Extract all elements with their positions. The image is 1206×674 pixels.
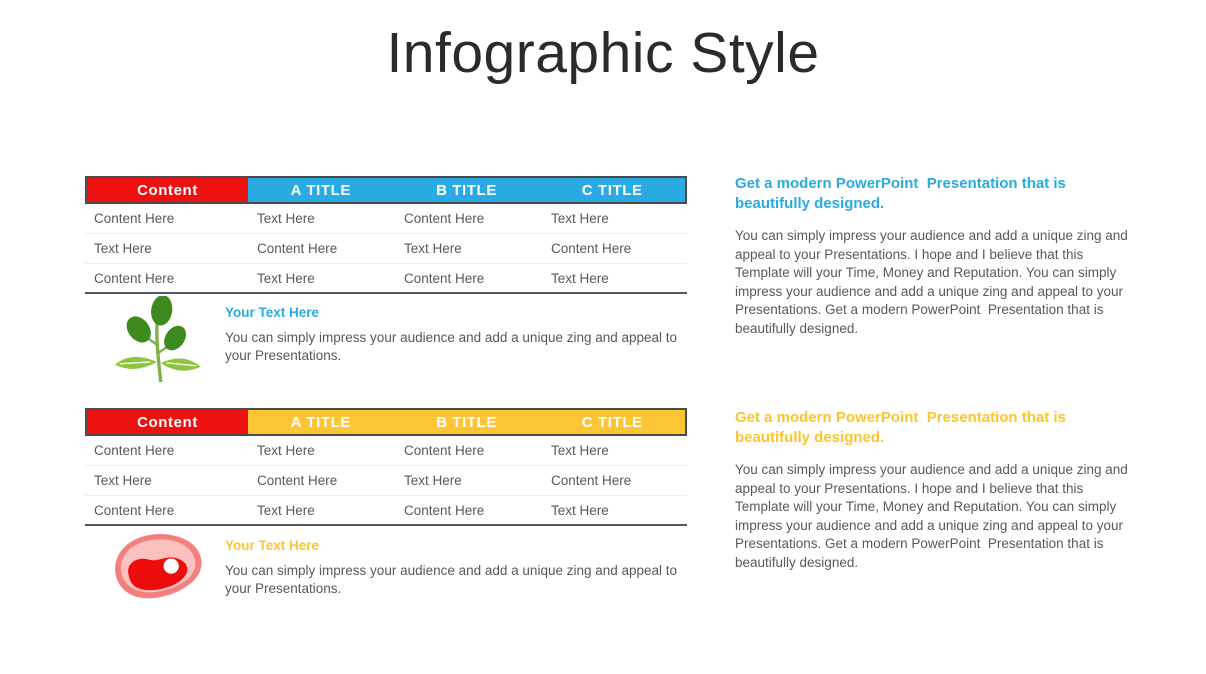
table-header-a-title: A TITLE [248, 410, 394, 434]
table-row [85, 234, 687, 264]
table-header-b-title: B TITLE [394, 178, 540, 202]
table-cell: Text Here [551, 270, 609, 286]
table-cell: Text Here [94, 473, 152, 488]
table-cell: Content Here [551, 473, 632, 488]
table-cell: Content Here [404, 502, 485, 518]
table-cell: Content Here [404, 211, 485, 226]
side-block-top [735, 174, 1137, 338]
table-row [85, 436, 687, 466]
table-cell: Text Here [257, 270, 315, 286]
side-block-bottom [735, 408, 1137, 572]
table-header-row [85, 408, 687, 436]
table-header-c-title: C TITLE [539, 178, 685, 202]
table-cell: Text Here [257, 443, 315, 458]
table-cell: Text Here [551, 502, 609, 518]
table-cell: Content Here [257, 473, 338, 488]
note-body: You can simply impress your audience and add a unique zing and appeal to your Presentations. [225, 330, 678, 363]
table-cell: Text Here [404, 473, 462, 488]
table-header-b-title: B TITLE [394, 410, 540, 434]
table-row [85, 204, 687, 234]
table-cell: Content Here [257, 241, 338, 256]
table-header-c-title: C TITLE [539, 410, 685, 434]
note-text [225, 529, 687, 607]
note-body: You can simply impress your audience and add a unique zing and appeal to your Presentations. [225, 563, 678, 596]
plant-icon [85, 296, 225, 382]
table-cell: Content Here [404, 443, 485, 458]
steak-icon [85, 529, 225, 607]
side-body: You can simply impress your audience and add a unique zing and appeal to your Presentations. I hope and I believe that this Template will your Time, Money and Reputation. You can simply impress your audience and add a unique zing and appeal to your Presentations. Get a modern PowerPoint Presentation that is beautifully designed. [735, 462, 1132, 570]
table-blue [85, 176, 687, 294]
note-block-plant [85, 296, 687, 382]
table-cell: Text Here [94, 241, 152, 256]
table-cell: Content Here [94, 502, 175, 518]
steak-icon-svg [102, 529, 208, 607]
table-header-content: Content [87, 178, 248, 202]
table-cell: Content Here [551, 241, 632, 256]
table-row [85, 496, 687, 526]
side-heading: Get a modern PowerPoint Presentation that is beautifully designed. [735, 409, 1071, 446]
table-cell: Content Here [94, 270, 175, 286]
table-row [85, 264, 687, 294]
side-body: You can simply impress your audience and add a unique zing and appeal to your Presentations. I hope and I believe that this Template will your Time, Money and Reputation. You can simply impress your audience and add a unique zing and appeal to your Presentations. Get a modern PowerPoint Presentation that is beautifully designed. [735, 228, 1132, 336]
table-cell: Text Here [257, 502, 315, 518]
table-cell: Content Here [404, 270, 485, 286]
table-cell: Text Here [551, 211, 609, 226]
page-title: Infographic Style [386, 21, 820, 85]
table-header-row [85, 176, 687, 204]
plant-icon-svg [107, 296, 203, 382]
table-cell: Text Here [404, 241, 462, 256]
table-cell: Text Here [551, 443, 609, 458]
note-text [225, 296, 687, 382]
table-header-content: Content [87, 410, 248, 434]
table-yellow [85, 408, 687, 526]
note-title: Your Text Here [225, 538, 320, 553]
table-cell: Content Here [94, 443, 175, 458]
note-title: Your Text Here [225, 305, 320, 320]
note-block-steak [85, 529, 687, 607]
side-heading: Get a modern PowerPoint Presentation that is beautifully designed. [735, 175, 1071, 212]
table-cell: Content Here [94, 211, 175, 226]
table-header-a-title: A TITLE [248, 178, 394, 202]
table-cell: Text Here [257, 211, 315, 226]
table-row [85, 466, 687, 496]
